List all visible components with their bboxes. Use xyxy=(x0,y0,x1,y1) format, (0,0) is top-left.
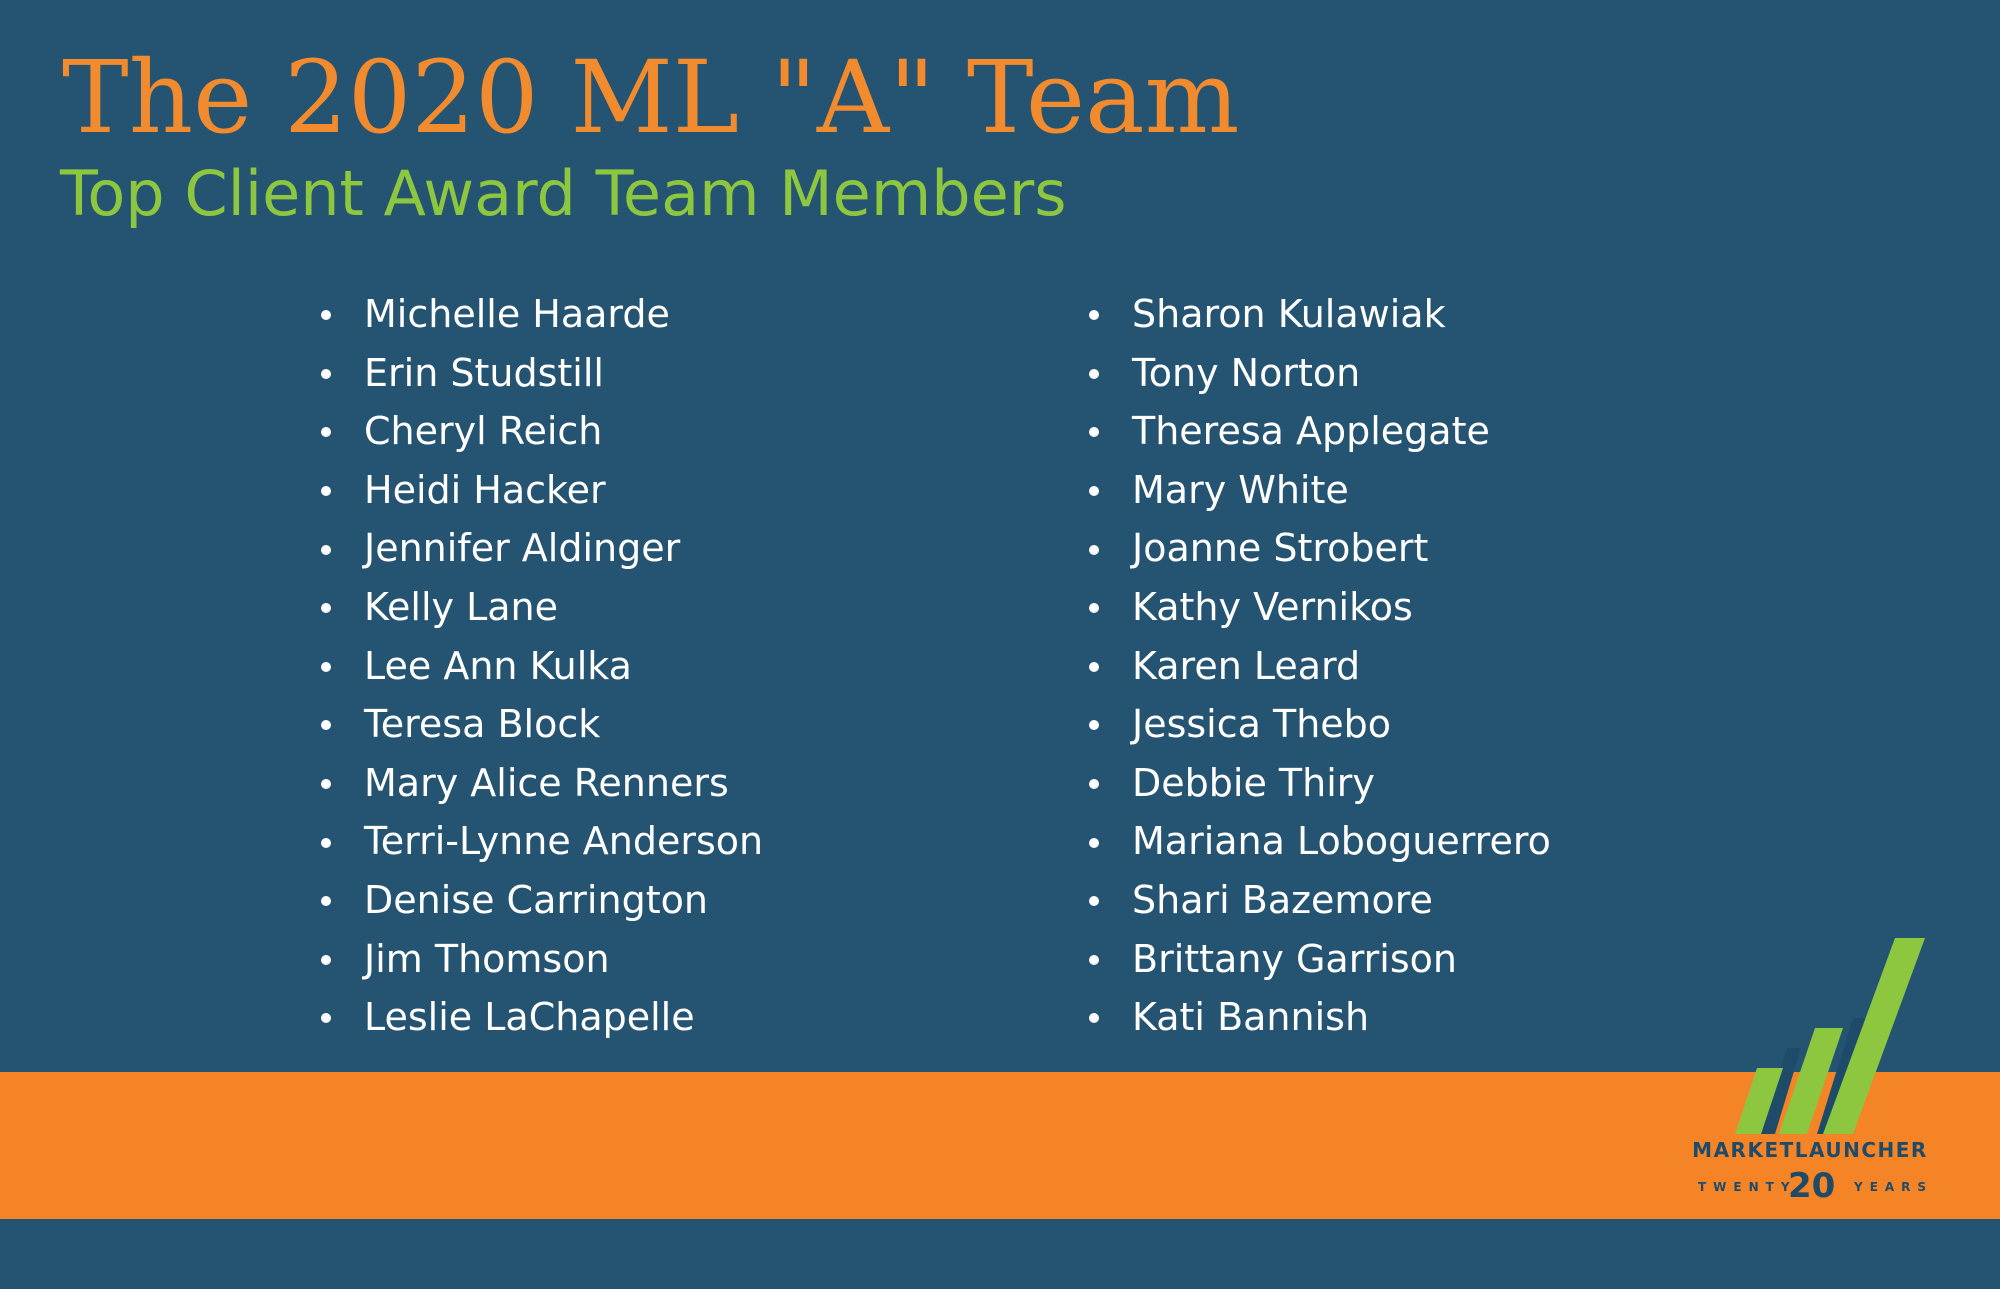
member-name: Kelly Lane xyxy=(364,584,559,629)
logo-brand-text: MARKETLAUNCHER xyxy=(1692,1138,1928,1162)
bullet-icon xyxy=(321,779,331,789)
list-item xyxy=(318,988,763,1047)
member-name: Jessica Thebo xyxy=(1132,702,1392,747)
member-name: Joanne Strobert xyxy=(1132,526,1429,571)
member-name: Michelle Haarde xyxy=(364,292,670,336)
marketlauncher-logo xyxy=(1690,930,1934,1210)
list-item xyxy=(1086,930,1551,989)
list-item xyxy=(318,871,763,930)
bullet-icon xyxy=(321,427,331,437)
member-name: Jennifer Aldinger xyxy=(364,526,681,571)
list-item xyxy=(1086,871,1551,930)
list-item xyxy=(1086,812,1551,871)
bullet-icon xyxy=(1089,369,1099,379)
logo-years-left: TWENTY xyxy=(1698,1180,1797,1194)
logo-years-number: 20 xyxy=(1788,1166,1836,1206)
bullet-icon xyxy=(1089,955,1099,965)
bullet-icon xyxy=(321,955,331,965)
list-item xyxy=(318,637,763,696)
bullet-icon xyxy=(1089,662,1099,672)
member-name: Jim Thomson xyxy=(364,936,610,981)
bullet-icon xyxy=(321,662,331,672)
ascending-bars-logo-icon xyxy=(1735,938,1925,1134)
list-item xyxy=(318,578,763,637)
bullet-icon xyxy=(1089,838,1099,848)
member-name: Sharon Kulawiak xyxy=(1132,292,1446,336)
member-name: Mariana Loboguerrero xyxy=(1132,819,1551,864)
page-title: The 2020 ML "A" Team xyxy=(62,39,1240,156)
logo-tagline xyxy=(1690,1166,1934,1206)
bullet-icon xyxy=(321,720,331,730)
bullet-icon xyxy=(1089,603,1099,613)
bullet-icon xyxy=(1089,779,1099,789)
bullet-icon xyxy=(321,1013,331,1023)
list-item xyxy=(1086,754,1551,813)
list-item xyxy=(1086,519,1551,578)
member-name: Terri-Lynne Anderson xyxy=(364,819,764,864)
list-item xyxy=(318,519,763,578)
member-name: Lee Ann Kulka xyxy=(364,643,632,688)
member-name: Brittany Garrison xyxy=(1132,936,1457,981)
member-name: Erin Studstill xyxy=(364,350,604,395)
list-item xyxy=(1086,285,1551,344)
list-item xyxy=(318,285,763,344)
member-name: Cheryl Reich xyxy=(364,409,603,454)
member-name: Leslie LaChapelle xyxy=(364,995,695,1040)
bullet-icon xyxy=(321,603,331,613)
page-subtitle: Top Client Award Team Members xyxy=(60,157,1067,230)
member-name: Denise Carrington xyxy=(364,877,708,922)
member-name: Theresa Applegate xyxy=(1132,409,1490,454)
bullet-icon xyxy=(1089,486,1099,496)
member-name: Tony Norton xyxy=(1132,350,1361,395)
list-item xyxy=(318,461,763,520)
member-name: Teresa Block xyxy=(364,702,601,747)
list-item xyxy=(318,402,763,461)
bullet-icon xyxy=(1089,1013,1099,1023)
list-item xyxy=(1086,988,1551,1047)
list-item xyxy=(318,930,763,989)
bullet-icon xyxy=(321,310,331,320)
bullet-icon xyxy=(1089,545,1099,555)
member-name: Mary Alice Renners xyxy=(364,760,729,805)
list-item xyxy=(1086,344,1551,403)
bullet-icon xyxy=(1089,310,1099,320)
bullet-icon xyxy=(1089,720,1099,730)
bullet-icon xyxy=(1089,427,1099,437)
member-name: Heidi Hacker xyxy=(364,467,606,512)
list-item xyxy=(318,812,763,871)
logo-years-right: YEARS xyxy=(1854,1180,1934,1194)
list-item xyxy=(1086,461,1551,520)
list-item xyxy=(1086,637,1551,696)
member-name: Kathy Vernikos xyxy=(1132,584,1413,629)
list-item xyxy=(1086,695,1551,754)
member-name: Debbie Thiry xyxy=(1132,760,1375,805)
member-name: Karen Leard xyxy=(1132,643,1361,688)
member-name: Kati Bannish xyxy=(1132,995,1370,1040)
bullet-icon xyxy=(321,838,331,848)
members-list-left xyxy=(318,285,763,1047)
list-item xyxy=(318,344,763,403)
member-name: Mary White xyxy=(1132,467,1349,512)
bullet-icon xyxy=(1089,896,1099,906)
list-item xyxy=(1086,402,1551,461)
member-name: Shari Bazemore xyxy=(1132,877,1433,922)
bullet-icon xyxy=(321,369,331,379)
list-item xyxy=(318,754,763,813)
members-list-right xyxy=(1086,285,1551,1047)
bullet-icon xyxy=(321,545,331,555)
list-item xyxy=(1086,578,1551,637)
bullet-icon xyxy=(321,896,331,906)
bullet-icon xyxy=(321,486,331,496)
list-item xyxy=(318,695,763,754)
